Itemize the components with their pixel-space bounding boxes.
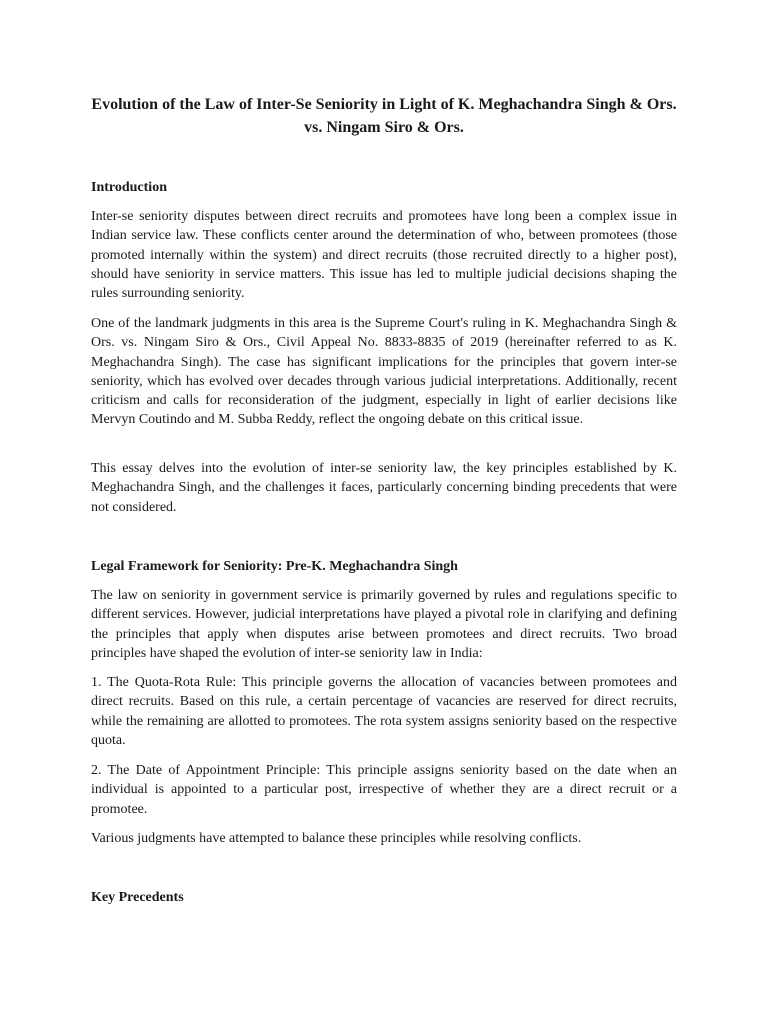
paragraph: 2. The Date of Appointment Principle: This principle assigns seniority based on the date when an individual is appointed to a particular post, irrespective of whether they are a direct recruit or a promotee. <box>91 763 677 817</box>
paragraph: Inter-se seniority disputes between direct recruits and promotees have long been a complex issue in Indian service law. These conflicts center around the determination of who, between promotees (those promoted internally within the system) and direct recruits (those recruited directly to a higher post), should have seniority in service matters. This issue has led to multiple judicial decisions shaping the rules surrounding seniority. <box>91 209 677 302</box>
section-heading-legal-framework: Legal Framework for Seniority: Pre-K. Meghachandra Singh <box>91 559 458 574</box>
paragraph: Various judgments have attempted to balance these principles while resolving conflicts. <box>91 831 582 846</box>
section-heading-key-precedents: Key Precedents <box>91 890 184 905</box>
paragraph: One of the landmark judgments in this area is the Supreme Court's ruling in K. Meghachandra Singh & Ors. vs. Ningam Siro & Ors., Civil Appeal No. 8833-8835 of 2019 (hereinafter referred to as K. Meghachandra Singh). The case has significant implications for the principles that govern inter-se seniority, which has evolved over decades through various judicial interpretations. Additionally, recent criticism and calls for reconsideration of the judgment, especially in light of earlier decisions like Mervyn Coutindo and M. Subba Reddy, reflect the ongoing debate on this critical issue. <box>91 316 677 428</box>
paragraph: 1. The Quota-Rota Rule: This principle governs the allocation of vacancies between promotees and direct recruits. Based on this rule, a certain percentage of vacancies are reserved for direct recruits, while the remaining are allotted to promotees. The rota system assigns seniority based on the respective quota. <box>91 675 677 748</box>
document-title: Evolution of the Law of Inter-Se Seniority in Light of K. Meghachandra Singh & Ors. vs. Ningam Siro & Ors. <box>91 96 677 136</box>
paragraph: This essay delves into the evolution of inter-se seniority law, the key principles established by K. Meghachandra Singh, and the challenges it faces, particularly concerning binding precedents that were not considered. <box>91 461 677 515</box>
paragraph: The law on seniority in government service is primarily governed by rules and regulations specific to different services. However, judicial interpretations have played a pivotal role in clarifying and defining the principles that apply when disputes arise between promotees and direct recruits. Two broad principles have shaped the evolution of inter-se seniority law in India: <box>91 588 677 661</box>
section-heading-introduction: Introduction <box>91 180 167 195</box>
